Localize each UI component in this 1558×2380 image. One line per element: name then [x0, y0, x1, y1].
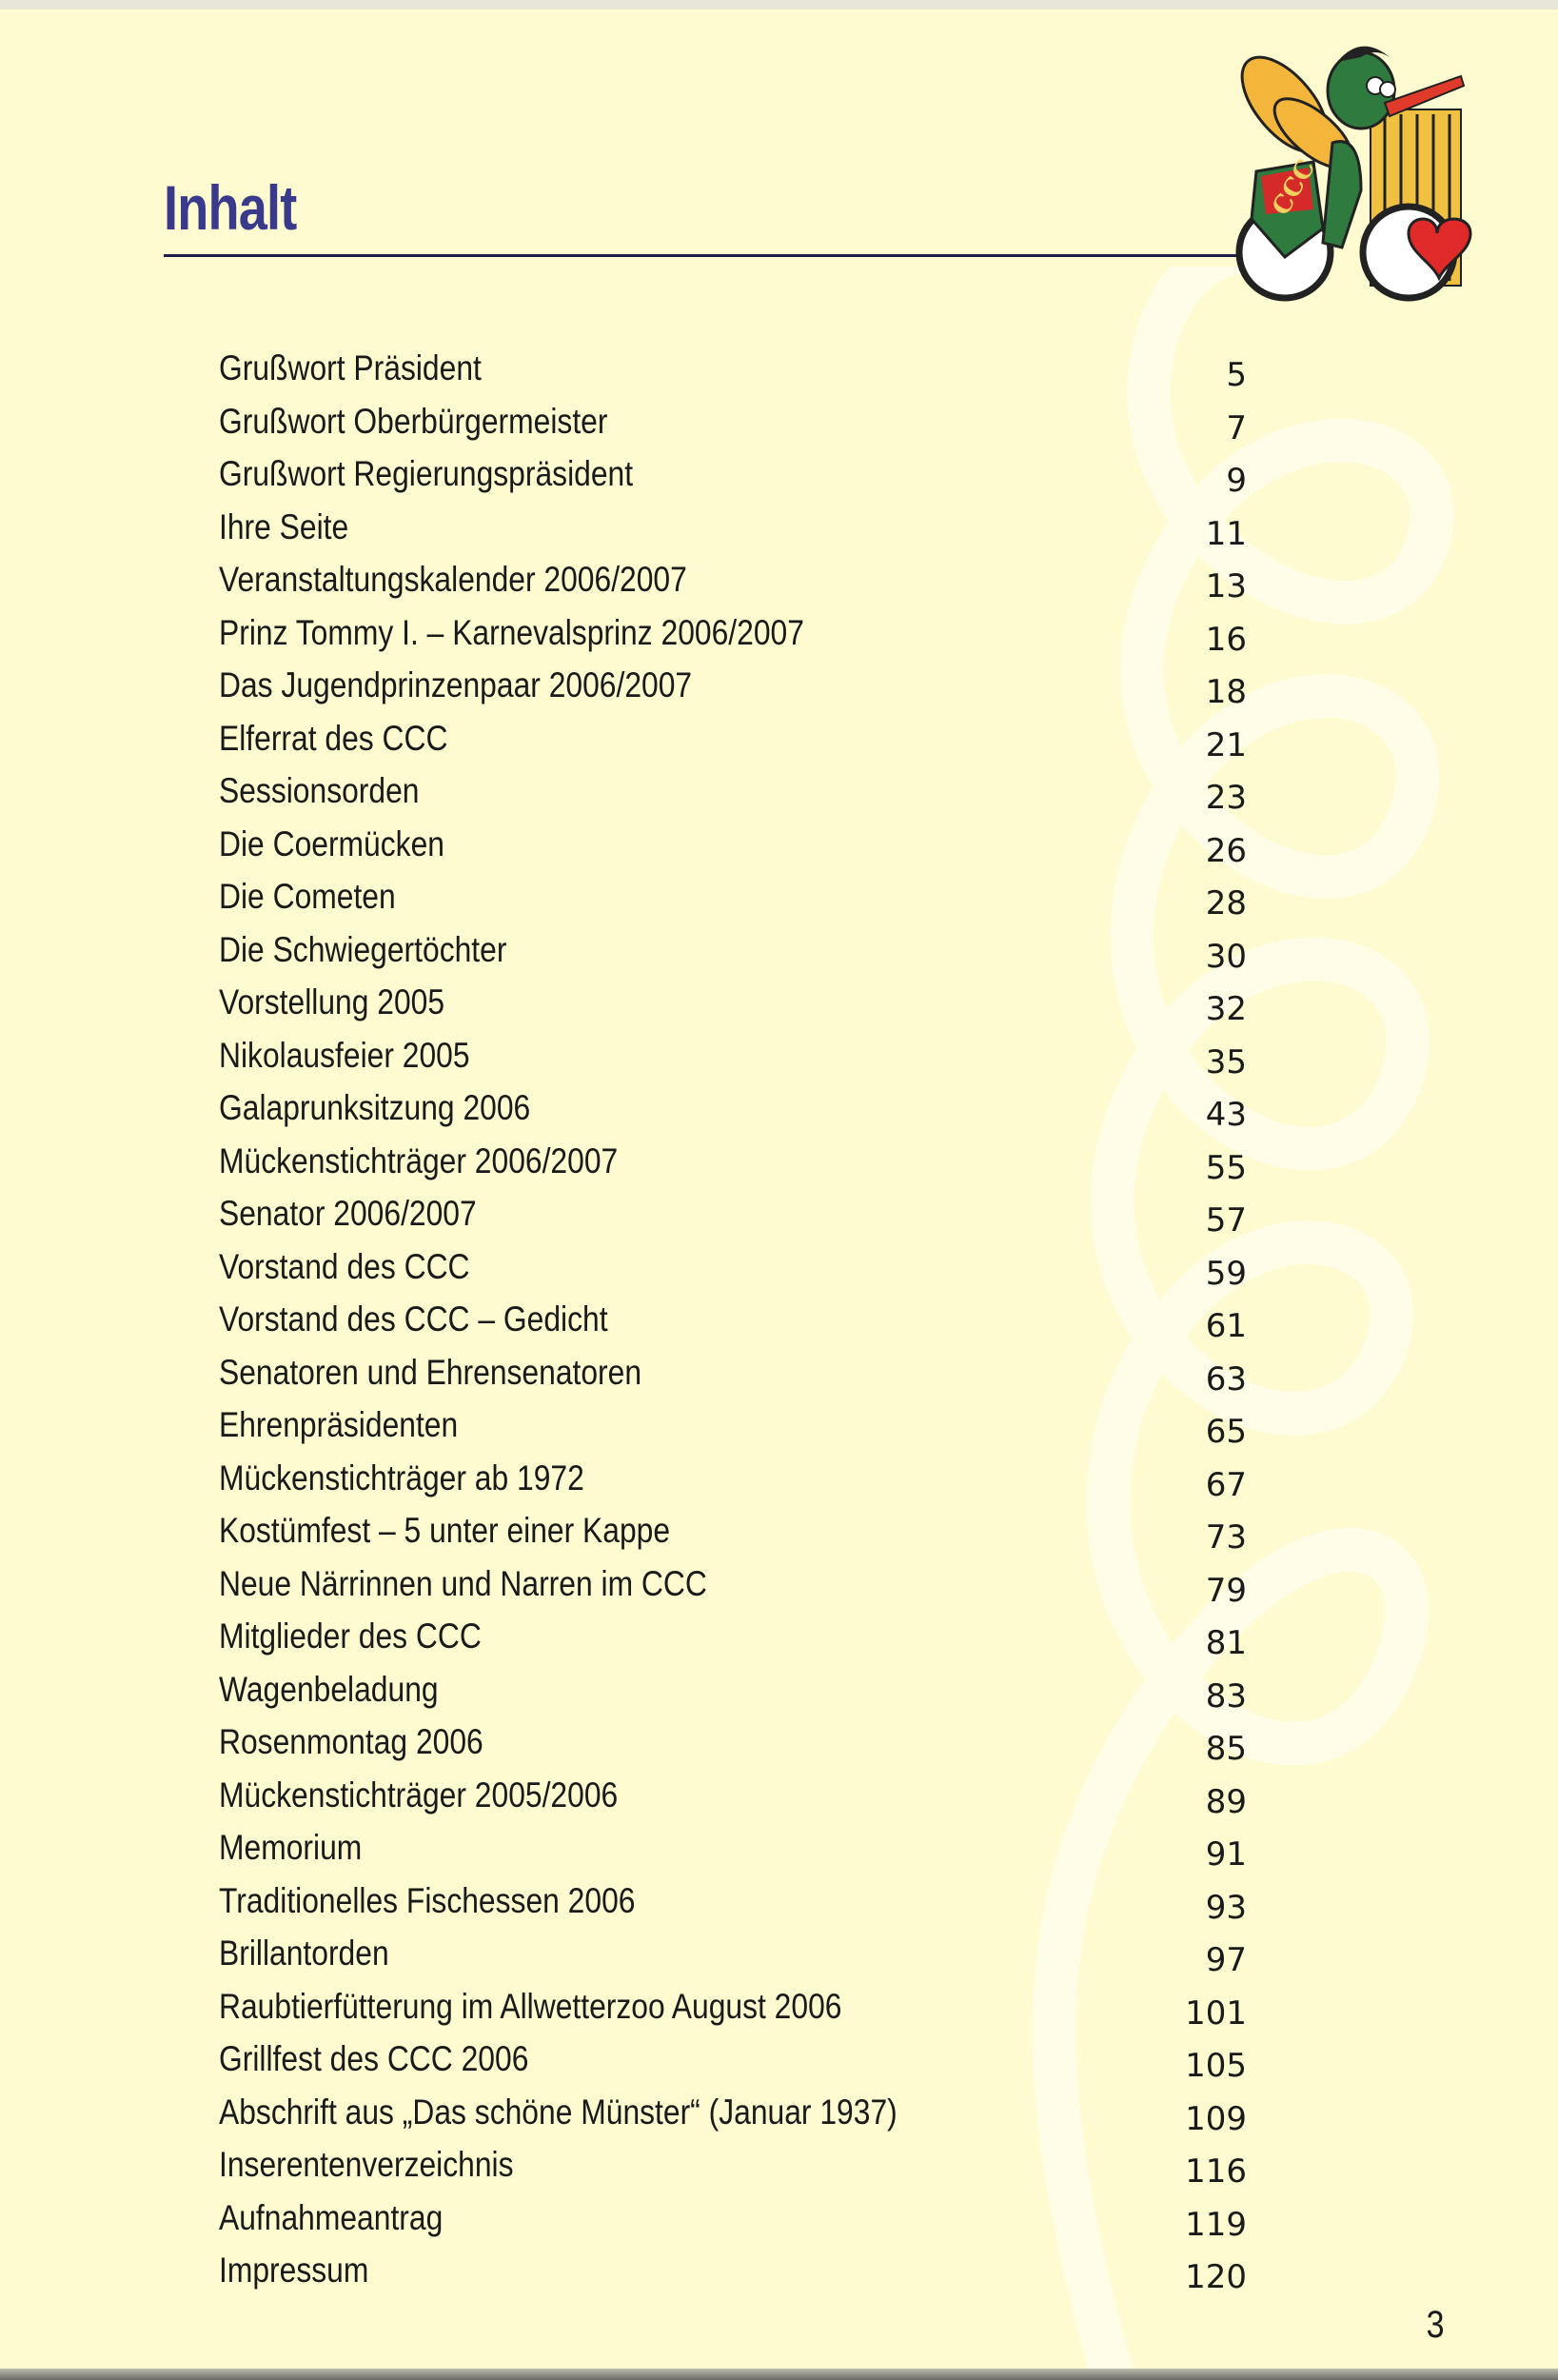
toc-entry-title: Das Jugendprinzenpaar 2006/2007 — [219, 665, 693, 704]
toc-entry — [219, 982, 1247, 1036]
toc-entry — [219, 1881, 1247, 1934]
toc-entry — [219, 2145, 1247, 2198]
toc-entry — [219, 2092, 1247, 2146]
toc-entry-page: 32 — [1205, 990, 1247, 1028]
toc-entry-page: 9 — [1226, 462, 1247, 500]
toc-entry-page: 109 — [1185, 2099, 1247, 2138]
toc-entry-page: 11 — [1205, 514, 1247, 553]
toc-entry-page: 116 — [1185, 2152, 1247, 2191]
toc-entry — [219, 1722, 1247, 1775]
toc-entry-title: Grußwort Präsident — [219, 348, 482, 387]
toc-entry — [219, 824, 1247, 878]
toc-entry — [219, 1564, 1247, 1617]
toc-entry — [219, 2198, 1247, 2251]
toc-entry-page: 16 — [1205, 620, 1247, 659]
toc-entry-title: Sessionsorden — [219, 771, 420, 810]
toc-entry-title: Vorstand des CCC — [219, 1246, 470, 1286]
toc-entry-title: Rosenmontag 2006 — [219, 1722, 483, 1761]
toc-entry-title: Veranstaltungskalender 2006/2007 — [219, 560, 687, 599]
toc-entry-title: Mückenstichträger 2005/2006 — [219, 1775, 619, 1815]
toc-entry — [219, 560, 1247, 613]
toc-entry — [219, 665, 1247, 719]
toc-entry-title: Raubtierfütterung im Allwetterzoo August 2006 — [219, 1986, 842, 2026]
toc-entry — [219, 402, 1247, 455]
toc-entry-title: Grußwort Oberbürgermeister — [219, 401, 608, 441]
toc-entry-title: Grillfest des CCC 2006 — [219, 2039, 529, 2078]
toc-entry — [219, 2039, 1247, 2092]
toc-entry-title: Ihre Seite — [219, 506, 349, 546]
toc-entry-page: 83 — [1205, 1676, 1247, 1716]
toc-entry-page: 59 — [1205, 1254, 1247, 1293]
toc-entry-page: 119 — [1185, 2205, 1247, 2244]
toc-entry-title: Brillantorden — [219, 1934, 389, 1973]
toc-entry-page: 89 — [1205, 1782, 1247, 1821]
toc-entry — [219, 1036, 1247, 1089]
toc-entry-page: 73 — [1205, 1518, 1247, 1557]
toc-entry — [219, 1405, 1247, 1458]
toc-entry-page: 55 — [1205, 1148, 1247, 1187]
toc-entry — [219, 507, 1247, 561]
page-edge-top — [0, 0, 1558, 10]
toc-entry-title: Vorstand des CCC – Gedicht — [219, 1299, 608, 1339]
toc-entry — [219, 930, 1247, 983]
toc-entry — [219, 2251, 1247, 2304]
toc-entry — [219, 348, 1247, 402]
toc-entry-page: 43 — [1205, 1096, 1247, 1134]
toc-entry — [219, 1670, 1247, 1723]
toc-entry — [219, 1141, 1247, 1195]
toc-entry-page: 105 — [1185, 2047, 1247, 2085]
toc-entry-title: Mückenstichträger 2006/2007 — [219, 1140, 619, 1180]
toc-entry — [219, 1616, 1247, 1670]
toc-entry-title: Senatoren und Ehrensenatoren — [219, 1352, 642, 1392]
toc-entry-title: Memorium — [219, 1828, 363, 1867]
toc-entry-page: 67 — [1205, 1465, 1247, 1504]
toc-entry-page: 81 — [1205, 1624, 1247, 1662]
toc-entry-page: 30 — [1205, 937, 1247, 976]
toc-entry — [219, 1299, 1247, 1353]
toc-entry-title: Impressum — [219, 2251, 369, 2290]
toc-entry-title: Prinz Tommy I. – Karnevalsprinz 2006/2007 — [219, 612, 804, 652]
toc-entry-page: 120 — [1185, 2258, 1247, 2296]
toc-entry-page: 65 — [1205, 1413, 1247, 1451]
toc-entry — [219, 454, 1247, 507]
toc-entry-page: 18 — [1205, 673, 1247, 711]
toc-entry-title: Abschrift aus „Das schöne Münster“ (Januar 1937) — [219, 2092, 897, 2132]
toc-entry — [219, 1828, 1247, 1881]
toc-entry — [219, 1194, 1247, 1247]
toc-entry-title: Ehrenpräsidenten — [219, 1405, 459, 1444]
toc-entry-title: Galaprunksitzung 2006 — [219, 1088, 531, 1127]
toc-entry-page: 97 — [1205, 1941, 1247, 1979]
toc-entry — [219, 1353, 1247, 1406]
toc-entry-page: 63 — [1205, 1359, 1247, 1398]
toc-entry-page: 13 — [1205, 567, 1247, 605]
toc-entry-page: 28 — [1205, 884, 1247, 922]
toc-entry-title: Die Schwiegertöchter — [219, 929, 507, 969]
toc-entry — [219, 719, 1247, 772]
toc-entry-page: 5 — [1226, 356, 1247, 394]
toc-entry-page: 93 — [1205, 1888, 1247, 1927]
toc-entry-title: Mückenstichträger ab 1972 — [219, 1458, 584, 1497]
toc-entry-title: Aufnahmeantrag — [219, 2197, 444, 2237]
toc-entry — [219, 1934, 1247, 1987]
toc-entry-title: Mitglieder des CCC — [219, 1616, 482, 1656]
toc-entry-title: Traditionelles Fischessen 2006 — [219, 1880, 636, 1920]
toc-entry-page: 79 — [1205, 1571, 1247, 1610]
page-number: 3 — [1426, 2304, 1445, 2346]
toc-entry — [219, 877, 1247, 930]
toc-entry — [219, 1775, 1247, 1829]
toc-entry-title: Grußwort Regierungspräsident — [219, 454, 634, 493]
toc-entry — [219, 771, 1247, 824]
toc-entry-page: 101 — [1185, 1993, 1247, 2033]
toc-entry-title: Nikolausfeier 2005 — [219, 1035, 470, 1075]
toc-entry — [219, 1088, 1247, 1141]
toc-entry — [219, 1511, 1247, 1564]
toc-entry-page: 57 — [1205, 1201, 1247, 1240]
toc-entry-page: 85 — [1205, 1730, 1247, 1768]
toc-entry-page: 26 — [1205, 831, 1247, 870]
toc-entry-title: Vorstellung 2005 — [219, 982, 445, 1021]
title-underline — [164, 254, 1239, 257]
toc-entry-page: 7 — [1226, 408, 1247, 447]
page-title: Inhalt — [164, 172, 297, 243]
mascot-logo-icon — [1218, 29, 1485, 305]
toc-entry-title: Wagenbeladung — [219, 1669, 439, 1709]
svg-text:CCC: CCC — [1267, 154, 1322, 221]
toc-entry-title: Die Cometen — [219, 877, 396, 916]
toc-entry-title: Die Coermücken — [219, 823, 444, 863]
toc-entry — [219, 1247, 1247, 1300]
toc-entry-page: 91 — [1205, 1835, 1247, 1874]
toc-entry-page: 61 — [1205, 1307, 1247, 1345]
toc-entry-page: 35 — [1205, 1042, 1247, 1081]
toc-entry — [219, 1987, 1247, 2040]
toc-entry — [219, 613, 1247, 666]
toc-entry-title: Neue Närrinnen und Narren im CCC — [219, 1563, 707, 1603]
toc-entry — [219, 1458, 1247, 1512]
toc-entry-page: 23 — [1205, 779, 1247, 817]
page-edge-bottom — [0, 2369, 1558, 2380]
toc-entry-title: Inserentenverzeichnis — [219, 2145, 514, 2184]
toc-entry-title: Elferrat des CCC — [219, 718, 448, 758]
toc-entry-title: Senator 2006/2007 — [219, 1194, 477, 1233]
table-of-contents — [219, 348, 1247, 2304]
toc-entry-page: 21 — [1205, 725, 1247, 764]
toc-entry-title: Kostümfest – 5 unter einer Kappe — [219, 1511, 671, 1550]
